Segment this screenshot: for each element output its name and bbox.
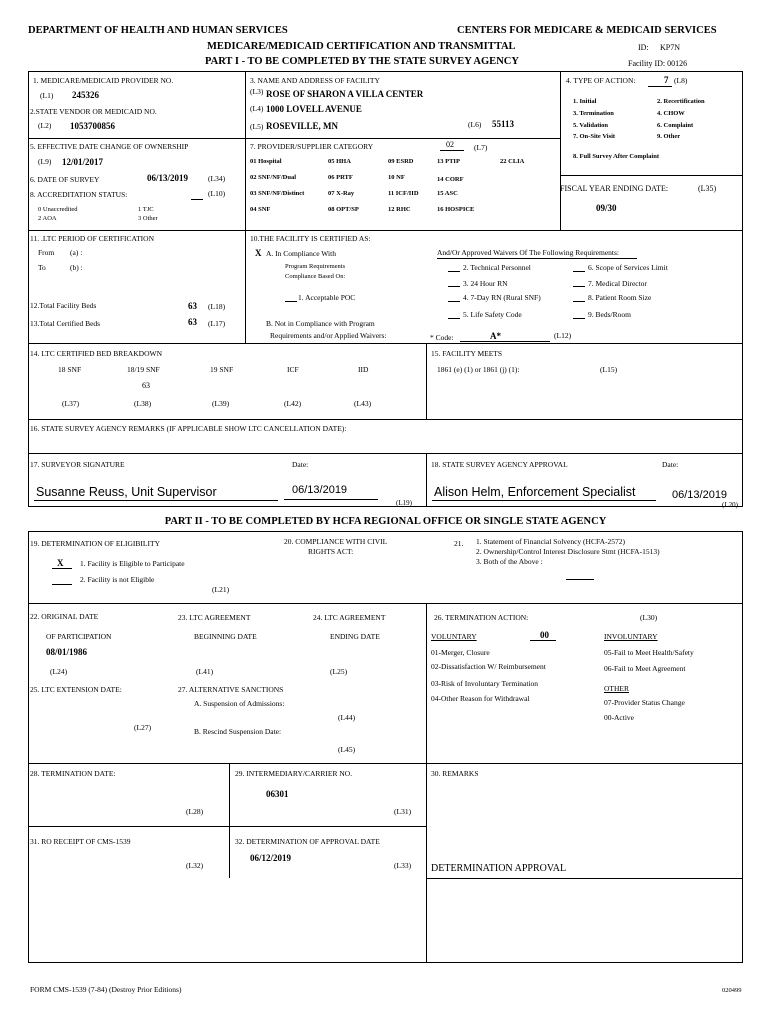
l18-code: (L18) (208, 302, 226, 311)
cat-11: 11 ICF/IID (388, 190, 419, 197)
certified-beds-value: 63 (188, 317, 197, 327)
code-label: * Code: (430, 333, 454, 342)
code-value: A* (490, 331, 501, 341)
cat-12: 12 RHC (388, 206, 411, 213)
termination-value: 00 (540, 630, 549, 640)
ro-receipt-label: 31. RO RECEIPT OF CMS-1539 (30, 837, 131, 846)
action-option-3: 3. Termination (573, 110, 614, 117)
l10-code: (L10) (208, 189, 226, 198)
l19-code: (L19) (396, 499, 412, 507)
remarks-30-value: DETERMINATION APPROVAL (431, 863, 567, 874)
l30-code: (L30) (640, 613, 658, 622)
action-option-2: 2. Recertification (657, 98, 705, 105)
ltc-begin-label: 23. LTC AGREEMENT (178, 613, 251, 622)
ltc-to-b: (b) : (70, 263, 83, 272)
civil-rights-label-2: RIGHTS ACT: (308, 547, 354, 556)
provider-category-label: 7. PROVIDER/SUPPLIER CATEGORY (250, 142, 374, 151)
termination-date-label: 28. TERMINATION DATE: (30, 769, 116, 778)
bed-col-1819snf: 18/19 SNF (127, 365, 160, 374)
l3-code: (L3) (250, 87, 264, 96)
action-option-8: 8. Full Survey After Complaint (573, 153, 660, 160)
eligible-mark: X (57, 558, 64, 568)
facility-street: 1000 LOVELL AVENUE (266, 104, 362, 114)
cat-14: 14 CORF (437, 176, 464, 183)
l27-code: (L27) (134, 723, 152, 732)
voluntary-label: VOLUNTARY (431, 632, 477, 641)
l12-code: (L12) (554, 331, 572, 340)
original-date-value: 08/01/1986 (46, 647, 88, 657)
cat-07: 07 X-Ray (328, 190, 355, 197)
surveyor-date-label: Date: (292, 460, 309, 469)
cat-22: 22 CLIA (500, 158, 525, 165)
provider-category-value: 02 (446, 140, 454, 149)
type-of-action-value: 7 (664, 75, 669, 85)
ltc-to-label: To (38, 263, 46, 272)
waiver-5: 5. Life Safety Code (463, 310, 522, 319)
facility-city: ROSEVILLE, MN (266, 121, 339, 131)
field-21-item-2: 2. Ownership/Control Interest Disclosure Stmt (HCFA-1513) (476, 547, 660, 556)
agency-date-label: Date: (662, 460, 679, 469)
surveyor-signature-label: 17. SURVEYOR SIGNATURE (30, 460, 125, 469)
not-in-compliance-2: Requirements and/or Applied Waivers: (270, 331, 387, 340)
field-21-number: 21. (454, 539, 464, 548)
ltc-begin-sub: BEGINNING DATE (194, 632, 257, 641)
original-date-sub: OF PARTICIPATION (46, 632, 112, 641)
l9-code: (L9) (38, 157, 52, 166)
l7-code: (L7) (474, 143, 488, 152)
waivers-title: And/Or Approved Waivers Of The Following Requirements: (437, 248, 620, 257)
accreditation-label: 8. ACCREDITATION STATUS: (30, 190, 128, 199)
l17-code: (L17) (208, 319, 226, 328)
form-code: 020499 (722, 987, 742, 994)
involuntary-label: INVOLUNTARY (604, 632, 658, 641)
l6-code: (L6) (468, 120, 482, 129)
facility-id: Facility ID: 00126 (628, 59, 688, 68)
eligibility-label: 19. DETERMINATION OF ELIGIBILITY (30, 539, 160, 548)
cat-16: 16 HOSPICE (437, 206, 475, 213)
action-option-7: 7. On-Site Visit (573, 133, 616, 140)
part1-title: PART I - TO BE COMPLETED BY THE STATE SURVEY AGENCY (205, 56, 519, 67)
ownership-change-label: 5. EFFECTIVE DATE CHANGE OF OWNERSHIP (30, 142, 189, 151)
part2-box (28, 531, 743, 963)
agency-name: CENTERS FOR MEDICARE & MEDICAID SERVICES (457, 25, 717, 36)
other-item-07: 07-Provider Status Change (604, 698, 685, 707)
cat-06: 06 PRTF (328, 174, 353, 181)
ltc-from-label: From (38, 248, 55, 257)
l33-code: (L33) (394, 861, 412, 870)
ltc-end-sub: ENDING DATE (330, 632, 380, 641)
l25-code: (L25) (330, 667, 348, 676)
l20-code: (L20) (722, 501, 738, 509)
l8-code: (L8) (674, 76, 688, 85)
cat-13: 13 PTIP (437, 158, 460, 165)
accred-opt-1: 1 TJC (138, 206, 154, 213)
intermediary-label: 29. INTERMEDIARY/CARRIER NO. (235, 769, 353, 778)
id-label: ID: (638, 43, 649, 52)
l21-code: (L21) (212, 585, 230, 594)
certified-as-label: 10.THE FACILITY IS CERTIFIED AS: (250, 234, 371, 243)
cat-05: 05 HHA (328, 158, 351, 165)
certified-beds-label: 13.Total Certified Beds (30, 319, 101, 328)
acceptable-poc: 1. Acceptable POC (298, 293, 356, 302)
department-name: DEPARTMENT OF HEALTH AND HUMAN SERVICES (28, 25, 288, 36)
approval-date-label: 32. DETERMINATION OF APPROVAL DATE (235, 837, 380, 846)
total-beds-value: 63 (188, 301, 197, 311)
field-21-item-3: 3. Both of the Above : (476, 557, 543, 566)
l5-code: (L5) (250, 122, 264, 131)
ltc-period-label: 11. .LTC PERIOD OF CERTIFICATION (30, 234, 155, 243)
accred-opt-0: 0 Unaccredited (38, 206, 78, 213)
invol-item-06: 06-Fail to Meet Agreement (604, 664, 686, 673)
part1-box (28, 71, 743, 507)
cat-01: 01 Hospital (250, 158, 282, 165)
compliance-a-mark: X (255, 248, 262, 258)
l28-code: (L28) (186, 807, 204, 816)
facility-meets-line: 1861 (e) (1) or 1861 (j) (1): (437, 365, 520, 374)
cat-08: 08 OPT/SP (328, 206, 359, 213)
bed-col-icf: ICF (287, 365, 299, 374)
waiver-4: 4. 7-Day RN (Rural SNF) (463, 293, 541, 302)
part2-title: PART II - TO BE COMPLETED BY HCFA REGIONAL OFFICE OR SINGLE STATE AGENCY (164, 516, 607, 527)
l32-code: (L32) (186, 861, 204, 870)
facility-zip: 55113 (492, 119, 515, 129)
provider-no-value: 245326 (72, 90, 99, 100)
action-option-9: 9. Other (657, 133, 681, 140)
not-eligible-option: 2. Facility is not Eligible (80, 575, 155, 584)
l2-code: (L2) (38, 121, 52, 130)
total-beds-label: 12.Total Facility Beds (30, 301, 97, 310)
facility-address-label: 3. NAME AND ADDRESS OF FACILITY (250, 76, 380, 85)
l1-code: (L1) (40, 91, 54, 100)
remarks-label: 16. STATE SURVEY AGENCY REMARKS (IF APPLICABLE SHOW LTC CANCELLATION DATE): (30, 424, 347, 433)
cat-03: 03 SNF/NF/Distinct (250, 190, 305, 197)
remarks-30-label: 30. REMARKS (431, 769, 479, 778)
not-in-compliance-1: B. Not in Compliance with Program (266, 319, 375, 328)
l34-code: (L34) (208, 174, 226, 183)
waiver-9: 9. Beds/Room (588, 310, 631, 319)
ltc-from-a: (a) : (70, 248, 83, 257)
suspension-admissions: A. Suspension of Admissions: (194, 699, 285, 708)
id-value: KP7N (660, 43, 681, 52)
invol-item-05: 05-Fail to Meet Health/Safety (604, 648, 694, 657)
vendor-no-value: 1053700856 (70, 121, 115, 131)
eligible-option: 1. Facility is Eligible to Participate (80, 559, 185, 568)
action-option-1: 1. Initial (573, 98, 597, 105)
waiver-2: 2. Technical Personnel (463, 263, 531, 272)
waiver-6: 6. Scope of Services Limit (588, 263, 668, 272)
other-label: OTHER (604, 684, 629, 693)
compliance-based-on: Compliance Based On: (285, 273, 346, 280)
civil-rights-label-1: 20. COMPLIANCE WITH CIVIL (284, 537, 388, 546)
l4-code: (L4) (250, 104, 264, 113)
agency-approval-label: 18. STATE SURVEY AGENCY APPROVAL (431, 460, 568, 469)
l37-code: (L37) (62, 399, 80, 408)
termination-action-label: 26. TERMINATION ACTION: (434, 613, 529, 622)
l35-code: (L35) (698, 184, 717, 193)
l31-code: (L31) (394, 807, 412, 816)
waiver-3: 3. 24 Hour RN (463, 279, 508, 288)
l41-code: (L41) (196, 667, 214, 676)
form-title: MEDICARE/MEDICAID CERTIFICATION AND TRANSMITTAL (207, 41, 516, 52)
sanctions-label: 27. ALTERNATIVE SANCTIONS (178, 685, 284, 694)
field-21-item-1: 1. Statement of Financial Solvency (HCFA-2572) (476, 537, 626, 546)
bed-col-18snf: 18 SNF (58, 365, 82, 374)
original-date-label: 22. ORIGINAL DATE (30, 612, 99, 621)
survey-date-label: 6. DATE OF SURVEY (30, 175, 100, 184)
cat-09: 09 ESRD (388, 158, 414, 165)
approval-date-value: 06/12/2019 (250, 853, 292, 863)
facility-meets-label: 15. FACILITY MEETS (431, 349, 503, 358)
vol-item-01: 01-Merger, Closure (431, 648, 490, 657)
action-option-6: 6. Complaint (657, 122, 694, 129)
accred-opt-3: 3 Other (138, 215, 158, 222)
vendor-no-label: 2.STATE VENDOR OR MEDICAID NO. (30, 107, 157, 116)
other-item-00: 00-Active (604, 713, 634, 722)
survey-date-value: 06/13/2019 (147, 173, 189, 183)
facility-name: ROSE OF SHARON A VILLA CENTER (266, 89, 424, 99)
bed-col-iid: IID (358, 365, 369, 374)
rescind-suspension: B. Rescind Suspension Date: (194, 727, 282, 736)
l15-code: (L15) (600, 365, 618, 374)
bed-col-19snf: 19 SNF (210, 365, 234, 374)
intermediary-value: 06301 (266, 789, 289, 799)
bed-breakdown-label: 14. LTC CERTIFIED BED BREAKDOWN (30, 349, 162, 358)
cat-15: 15 ASC (437, 190, 458, 197)
l24-code: (L24) (50, 667, 68, 676)
action-option-4: 4. CHOW (657, 110, 685, 117)
ltc-extension-label: 25. LTC EXTENSION DATE: (30, 685, 122, 694)
ownership-change-value: 12/01/2017 (62, 157, 104, 167)
compliance-a-label: A. In Compliance With (266, 249, 336, 258)
l38-code: (L38) (134, 399, 152, 408)
waiver-7: 7. Medical Director (588, 279, 647, 288)
agency-date: 06/13/2019 (672, 489, 728, 501)
accred-opt-2: 2 AOA (38, 215, 57, 222)
bed-1819snf-value: 63 (142, 381, 150, 390)
l44-code: (L44) (338, 713, 356, 722)
provider-no-label: 1. MEDICARE/MEDICAID PROVIDER NO. (33, 76, 174, 85)
cat-10: 10 NF (388, 174, 405, 181)
waiver-8: 8. Patient Room Size (588, 293, 652, 302)
l39-code: (L39) (212, 399, 230, 408)
vol-item-02: 02-Dissatisfaction W/ Reimbursement (431, 662, 546, 671)
l42-code: (L42) (284, 399, 302, 408)
surveyor-signature: Susanne Reuss, Unit Supervisor (36, 485, 217, 499)
action-option-5: 5. Validation (573, 122, 609, 129)
form-number: FORM CMS-1539 (7-84) (Destroy Prior Editions) (30, 985, 182, 994)
agency-signature: Alison Helm, Enforcement Specialist (434, 485, 636, 499)
cat-02: 02 SNF/NF/Dual (250, 174, 297, 181)
ltc-end-label: 24. LTC AGREEMENT (313, 613, 386, 622)
vol-item-04: 04-Other Reason for Withdrawal (431, 694, 530, 703)
l43-code: (L43) (354, 399, 372, 408)
type-of-action-label: 4. TYPE OF ACTION: (566, 76, 636, 85)
surveyor-date: 06/13/2019 (292, 484, 348, 496)
cat-04: 04 SNF (250, 206, 271, 213)
vol-item-03: 03-Risk of Involuntary Termination (431, 679, 539, 688)
fiscal-year-label: FISCAL YEAR ENDING DATE: (560, 184, 669, 193)
program-requirements: Program Requirements (285, 263, 346, 270)
l45-code: (L45) (338, 745, 356, 754)
fiscal-year-value: 09/30 (596, 203, 617, 213)
